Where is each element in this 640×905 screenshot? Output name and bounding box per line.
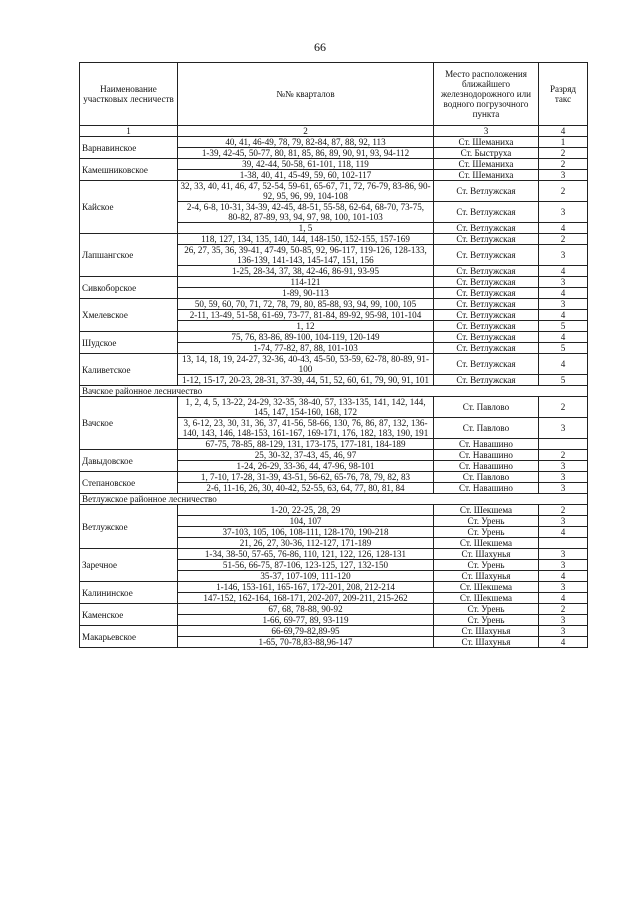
quarter-numbers: 67-75, 78-85, 88-129, 131, 173-175, 177-181, 184-189 [178,439,434,450]
loading-point: Ст. Ветлужская [434,181,539,202]
loading-point: Ст. Ветлужская [434,343,539,354]
tax-category: 4 [539,593,588,604]
table-row [80,626,588,637]
loading-point: Ст. Ветлужская [434,223,539,234]
loading-point: Ст. Шахунья [434,549,539,560]
forestry-name: Давыдовское [80,450,178,472]
quarter-numbers: 1-20, 22-25, 28, 29 [178,505,434,516]
loading-point: Ст. Ветлужская [434,266,539,277]
table-row [80,505,588,516]
tax-category: 4 [539,266,588,277]
column-number: 2 [178,126,434,137]
forestry-name: Кайское [80,181,178,234]
tax-category: 1 [539,137,588,148]
quarter-numbers: 40, 41, 46-49, 78, 79, 82-84, 87, 88, 92, 113 [178,137,434,148]
tax-category: 3 [539,560,588,571]
loading-point: Ст. Урень [434,604,539,615]
table-row [80,472,588,483]
tax-category: 4 [539,571,588,582]
column-number: 3 [434,126,539,137]
table-header-row [80,63,588,126]
table-row [80,549,588,560]
table-row [80,299,588,310]
quarter-numbers: 1-24, 26-29, 33-36, 44, 47-96, 98-101 [178,461,434,472]
loading-point: Ст. Шахунья [434,571,539,582]
forestry-name: Ветлужское [80,505,178,549]
tax-category: 3 [539,582,588,593]
table-row [80,137,588,148]
quarter-numbers: 50, 59, 60, 70, 71, 72, 78, 79, 80, 85-88, 93, 94, 99, 100, 105 [178,299,434,310]
loading-point: Ст. Шекшема [434,538,539,549]
quarter-numbers: 1-66, 69-77, 89, 93-119 [178,615,434,626]
loading-point: Ст. Урень [434,516,539,527]
forestry-name: Сивкоборское [80,277,178,299]
tax-category: 5 [539,375,588,386]
section-row [80,386,588,397]
tax-category: 4 [539,637,588,648]
quarter-numbers: 1-12, 15-17, 20-23, 28-31, 37-39, 44, 51, 52, 60, 61, 79, 90, 91, 101 [178,375,434,386]
forestry-name: Шудское [80,332,178,354]
tax-category: 3 [539,626,588,637]
tax-category: 2 [539,397,588,418]
loading-point: Ст. Шахунья [434,637,539,648]
quarter-numbers: 1-89, 90-113 [178,288,434,299]
column-number-row [80,126,588,137]
tax-category: 3 [539,615,588,626]
quarter-numbers: 1, 2, 4, 5, 13-22, 24-29, 32-35, 38-40, 57, 133-135, 141, 142, 144, 145, 147, 154-160, 168, 172 [178,397,434,418]
quarter-numbers: 114-121 [178,277,434,288]
loading-point: Ст. Урень [434,615,539,626]
quarter-numbers: 1, 12 [178,321,434,332]
table-row [80,159,588,170]
header-tax-category: Разряд такс [539,63,588,126]
quarter-numbers: 2-6, 11-16, 26, 30, 40-42, 52-55, 63, 64, 77, 80, 81, 84 [178,483,434,494]
loading-point: Ст. Урень [434,560,539,571]
forestry-name: Варнавинское [80,137,178,159]
table-row [80,604,588,615]
quarter-numbers: 21, 26, 27, 30-36, 112-127, 171-189 [178,538,434,549]
table-row [80,277,588,288]
loading-point: Ст. Шахунья [434,626,539,637]
forestry-name: Камешниковское [80,159,178,181]
loading-point: Ст. Ветлужская [434,245,539,266]
tax-category: 4 [539,310,588,321]
loading-point: Ст. Павлово [434,472,539,483]
forestry-name: Степановское [80,472,178,494]
loading-point: Ст. Ветлужская [434,321,539,332]
tax-category: 5 [539,321,588,332]
quarter-numbers: 104, 107 [178,516,434,527]
tax-category: 3 [539,418,588,439]
page-number: 66 [314,40,326,54]
quarter-numbers: 1-34, 38-50, 57-65, 76-86, 110, 121, 122, 126, 128-131 [178,549,434,560]
table-row [80,397,588,418]
quarter-numbers: 1-39, 42-45, 50-77, 80, 81, 85, 86, 89, 90, 91, 93, 94-112 [178,148,434,159]
tax-category [539,439,588,450]
tax-category: 2 [539,505,588,516]
loading-point: Ст. Ветлужская [434,234,539,245]
table-row [80,234,588,245]
tax-category: 3 [539,170,588,181]
loading-point: Ст. Навашино [434,450,539,461]
header-quarters: №№ кварталов [178,63,434,126]
quarter-numbers: 75, 76, 83-86, 89-100, 104-119, 120-149 [178,332,434,343]
loading-point: Ст. Ветлужская [434,310,539,321]
section-title: Вачское районное лесничество [80,386,588,397]
loading-point: Ст. Быструха [434,148,539,159]
forestry-name: Каменское [80,604,178,626]
table-row [80,332,588,343]
tax-category: 3 [539,202,588,223]
tax-category: 2 [539,181,588,202]
quarter-numbers: 1-65, 70-78,83-88,96-147 [178,637,434,648]
tax-category: 5 [539,343,588,354]
loading-point: Ст. Павлово [434,397,539,418]
quarter-numbers: 35-37, 107-109, 111-120 [178,571,434,582]
forestry-name: Хмелевское [80,299,178,332]
quarter-numbers: 39, 42-44, 50-58, 61-101, 118, 119 [178,159,434,170]
loading-point: Ст. Шекшема [434,582,539,593]
loading-point: Ст. Ветлужская [434,375,539,386]
tax-category: 4 [539,527,588,538]
column-number: 1 [80,126,178,137]
quarter-numbers: 118, 127, 134, 135, 140, 144, 148-150, 152-155, 157-169 [178,234,434,245]
table-body [80,137,588,648]
quarter-numbers: 1-38, 40, 41, 45-49, 59, 60, 102-117 [178,170,434,181]
forestry-table [79,62,588,648]
quarter-numbers: 2-11, 13-49, 51-58, 61-69, 73-77, 81-84, 89-92, 95-98, 101-104 [178,310,434,321]
tax-category: 4 [539,332,588,343]
quarter-numbers: 1, 5 [178,223,434,234]
quarter-numbers: 26, 27, 35, 36, 39-41, 47-49, 50-85, 92, 96-117, 119-126, 128-133, 136-139, 141-143, 145-147, 151, 156 [178,245,434,266]
tax-category: 2 [539,604,588,615]
loading-point: Ст. Навашино [434,439,539,450]
section-title: Ветлужское районное лесничество [80,494,588,505]
loading-point: Ст. Шеманиха [434,137,539,148]
loading-point: Ст. Ветлужская [434,299,539,310]
forestry-name: Калининское [80,582,178,604]
loading-point: Ст. Урень [434,527,539,538]
quarter-numbers: 3, 6-12, 23, 30, 31, 36, 37, 41-56, 58-66, 130, 76, 86, 87, 132, 136-140, 143, 146, 148-153, 161-167, 169-171, 176, 182, 183, 190, 191 [178,418,434,439]
table-row [80,354,588,375]
forestry-name: Заречное [80,549,178,582]
tax-category: 3 [539,245,588,266]
tax-category: 2 [539,148,588,159]
forestry-name: Лапшангское [80,234,178,277]
quarter-numbers: 66-69,79-82,89-95 [178,626,434,637]
quarter-numbers: 13, 14, 18, 19, 24-27, 32-36, 40-43, 45-50, 53-59, 62-78, 80-89, 91-100 [178,354,434,375]
forestry-name: Вачское [80,397,178,450]
quarter-numbers: 37-103, 105, 106, 108-111, 128-170, 190-218 [178,527,434,538]
quarter-numbers: 147-152, 162-164, 168-171, 202-207, 209-211, 215-262 [178,593,434,604]
loading-point: Ст. Ветлужская [434,354,539,375]
tax-category: 4 [539,223,588,234]
loading-point: Ст. Шекшема [434,505,539,516]
column-number: 4 [539,126,588,137]
forestry-name: Каливетское [80,354,178,386]
tax-category: 3 [539,461,588,472]
tax-category: 2 [539,450,588,461]
tax-category: 3 [539,299,588,310]
quarter-numbers: 67, 68, 78-88, 90-92 [178,604,434,615]
loading-point: Ст. Навашино [434,461,539,472]
quarter-numbers: 2-4, 6-8, 10-31, 34-39, 42-45, 48-51, 55-58, 62-64, 68-70, 73-75, 80-82, 87-89, 93, 94, 97, 98, 100, 101-103 [178,202,434,223]
loading-point: Ст. Шеманиха [434,159,539,170]
loading-point: Ст. Шекшема [434,593,539,604]
tax-category [539,538,588,549]
quarter-numbers: 1-25, 28-34, 37, 38, 42-46, 86-91, 93-95 [178,266,434,277]
tax-category: 3 [539,483,588,494]
loading-point: Ст. Ветлужская [434,332,539,343]
tax-category: 3 [539,472,588,483]
header-loading-point: Место расположения ближайшего железнодорожного или водного погрузочного пункта [434,63,539,126]
quarter-numbers: 1, 7-10, 17-28, 31-39, 43-51, 56-62, 65-76, 78, 79, 82, 83 [178,472,434,483]
quarter-numbers: 51-56, 66-75, 87-106, 123-125, 127, 132-150 [178,560,434,571]
tax-category: 3 [539,549,588,560]
quarter-numbers: 25, 30-32, 37-43, 45, 46, 97 [178,450,434,461]
tax-category: 4 [539,354,588,375]
quarter-numbers: 1-146, 153-161, 165-167, 172-201, 208, 212-214 [178,582,434,593]
tax-category: 2 [539,159,588,170]
quarter-numbers: 1-74, 77-82, 87, 88, 101-103 [178,343,434,354]
table-row [80,582,588,593]
tax-category: 3 [539,277,588,288]
loading-point: Ст. Павлово [434,418,539,439]
table-row [80,181,588,202]
tax-category: 3 [539,516,588,527]
tax-category: 2 [539,234,588,245]
tax-category: 4 [539,288,588,299]
loading-point: Ст. Навашино [434,483,539,494]
loading-point: Ст. Ветлужская [434,277,539,288]
quarter-numbers: 32, 33, 40, 41, 46, 47, 52-54, 59-61, 65-67, 71, 72, 76-79, 83-86, 90-92, 95, 96, 99, 104-108 [178,181,434,202]
header-forestry-name: Наименование участковых лесничеств [80,63,178,126]
loading-point: Ст. Шеманиха [434,170,539,181]
loading-point: Ст. Ветлужская [434,202,539,223]
table-row [80,450,588,461]
forestry-name: Макарьевское [80,626,178,648]
section-row [80,494,588,505]
loading-point: Ст. Ветлужская [434,288,539,299]
